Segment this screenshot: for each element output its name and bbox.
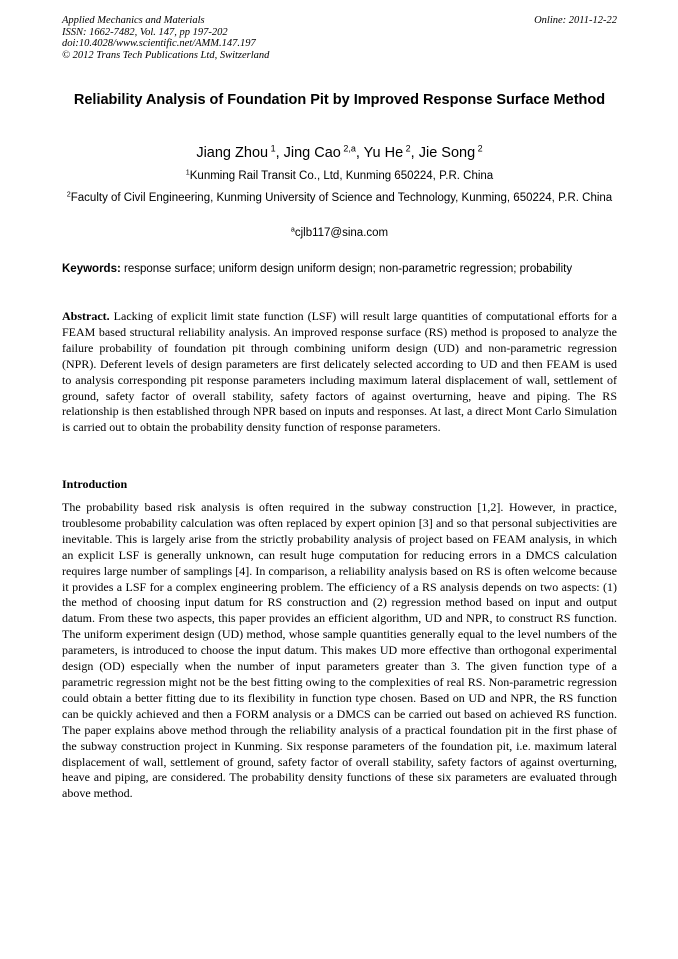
author-email	[62, 225, 617, 241]
affiliation-text: Faculty of Civil Engineering, Kunming University of Science and Technology, Kunming, 650224, P.R. China	[70, 192, 613, 204]
email-sup: a	[290, 225, 295, 234]
author-sup: 1	[270, 143, 276, 154]
section-heading-introduction: Introduction	[62, 477, 128, 491]
paper-title: Reliability Analysis of Foundation Pit by Improved Response Surface Method	[73, 92, 606, 108]
author-sup: 2	[405, 143, 411, 154]
keywords	[62, 262, 617, 276]
author-name: Jiang Zhou	[196, 145, 269, 161]
introduction-paragraph: The probability based risk analysis is often required in the subway construction [1,2]. However, in practice, troublesome probability calculation was often replaced by expert opinion [3] and so that personal subjectivities are inevitable. This is largely arise from the strictly probability analysis of project based on FEAM analysis, in which an explicit LSF is generally unknown, can result huge computation for reducing errors in a DMCS calculation requires large number of samplings [4]. In comparison, a reliability analysis based on RS is often welcome because it provides a LSF for a complex engineering problem. The efficiency of a RS analysis depends on two aspects: (1) the method of choosing input datum for RS construction and (2) regression method based on input and output datum. From these two aspects, this paper provides an efficient algorithm, UD and NPR, to construct RS function. The uniform experiment design (UD) method, whose sample quantities generally equal to the level numbers of the parameters, is introduced to choose the input datum. This makes UD more effective than orthogonal experimental design (OD) especially when the number of input parameters greater than 3. The given function type of a parametric regression might not be the best fitting owing to the complexities of real RS. Non-parametric regression could obtain a better fitting due to its flexibility in function type chosen. Based on UD and NPR, the RS function can be quickly achieved and then a FORM analysis or a DMCS can be carried out based on achieved RS function. The paper explains above method through the reliability analysis of a practical foundation pit in the first phase of the subway construction project in Kunming. Six response parameters of the foundation pit, i.e. maximum lateral displacement of wall, settlement of ground, safety factor of overall stability, safety factors of against overturning, heave and piping, are considered. The probability density functions of these six parameters are evaluated through above method.	[62, 500, 617, 801]
keywords-label: Keywords:	[62, 263, 121, 275]
affiliation-sup: 2	[66, 190, 71, 199]
affiliation-1	[62, 168, 617, 184]
email-text: cjlb117@sina.com	[294, 227, 389, 239]
abstract	[62, 309, 617, 436]
abstract-text: Lacking of explicit limit state function (LSF) will result large quantities of computational efforts for a FEAM based structural reliability analysis. An improved response surface (RS) method is proposed to analyze the failure probability of foundation pit through combining uniform design (UD) and non-parametric regression (NPR). Deferent levels of design parameters are first delicately selected according to UD and then FEAM is used to analysis corresponding pit response parameters including maximum lateral displacement of wall, settlement of ground, safety factor of overall stability, safety factors of against overturning, heave and piping. The RS relationship is then established through NPR based on inputs and responses. At last, a direct Mont Carlo Simulation is carried out to obtain the probability density function of response parameters.	[62, 309, 618, 435]
author-name: Jing Cao	[283, 145, 341, 161]
keywords-text: response surface; uniform design uniform design; non-parametric regression; probability	[124, 263, 573, 275]
author-sup: 2,a	[343, 143, 356, 154]
journal-header	[62, 15, 617, 61]
author-sup: 2	[477, 143, 483, 154]
issn-line: ISSN: 1662-7482, Vol. 147, pp 197-202	[62, 26, 228, 38]
copyright-line: © 2012 Trans Tech Publications Ltd, Switzerland	[62, 49, 270, 61]
abstract-label: Abstract.	[62, 309, 110, 323]
affiliation-sup: 1	[185, 168, 190, 177]
author-name: Yu He	[363, 145, 404, 161]
affiliation-text: Kunming Rail Transit Co., Ltd, Kunming 650224, P.R. China	[189, 170, 494, 182]
doi-line: doi:10.4028/www.scientific.net/AMM.147.197	[62, 38, 256, 49]
author-list: Jiang Zhou $^1$, Jing Cao $^{2,a}$, Yu He $^2$, Jie Song $^2$	[196, 143, 483, 161]
author-name: Jie Song	[418, 145, 476, 161]
online-date: Online: 2011-12-22	[534, 15, 617, 26]
journal-name: Applied Mechanics and Materials	[62, 15, 205, 26]
affiliation-2	[62, 190, 617, 206]
